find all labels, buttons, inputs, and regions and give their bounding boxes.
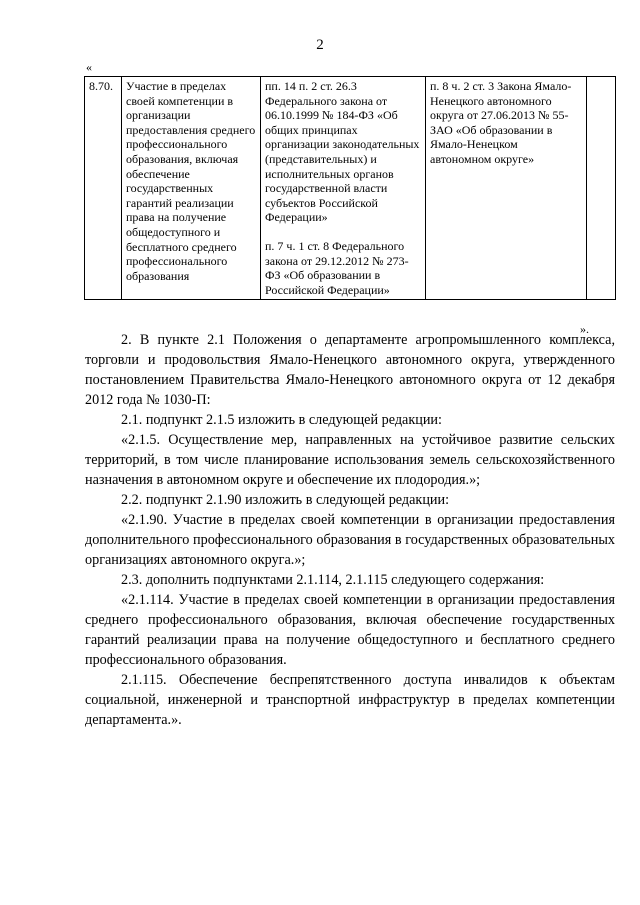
page-number: 2 <box>316 37 324 53</box>
closing-quote: ». <box>580 322 589 336</box>
document-body <box>85 330 615 730</box>
paragraph-2-1-115: 2.1.115. Обеспечение беспрепятственного доступа инвалидов к объектам социальной, инженерной и транспортной инфраструктур в пределах компетенции департамента.». <box>85 672 615 728</box>
paragraph-2-2: 2.2. подпункт 2.1.90 изложить в следующей редакции: <box>121 492 450 508</box>
paragraph-2-1-5: «2.1.5. Осуществление мер, направленных на устойчивое развитие сельских территорий, в том числе планирование использования земель сельскохозяйственного назначения в автономном округе и обеспечение их плодородия.»; <box>85 432 615 488</box>
table-row <box>85 77 616 300</box>
paragraph-2-3: 2.3. дополнить подпунктами 2.1.114, 2.1.115 следующего содержания: <box>121 572 545 588</box>
paragraph-2-1: 2.1. подпункт 2.1.5 изложить в следующей редакции: <box>121 412 442 428</box>
paragraph-2-1-114: «2.1.114. Участие в пределах своей компетенции в организации предоставления среднего профессионального образования, включая обеспечение государственных гарантий реализации права на получение общедоступного и бесплатного среднего профессионального образования. <box>85 592 615 668</box>
row-number-cell: 8.70. <box>85 77 122 300</box>
paragraph-2-1-90: «2.1.90. Участие в пределах своей компетенции в организации предоставления дополнительного профессионального образования в государственных образовательных организациях автономного округа.»; <box>85 512 615 568</box>
amendment-table <box>84 76 616 300</box>
federal-law-reference-1: пп. 14 п. 2 ст. 26.3 Федерального закона от 06.10.1999 № 184-ФЗ «Об общих принципах организации законодательных (представительных) и исполнительных органов государственной власти субъектов Российской Федерации» <box>265 79 420 225</box>
empty-cell <box>587 77 616 300</box>
federal-law-reference-2: п. 7 ч. 1 ст. 8 Федерального закона от 29.12.2012 № 273-ФЗ «Об образовании в Российской Федерации» <box>265 238 409 297</box>
federal-basis-cell <box>261 77 426 300</box>
regional-basis-cell: п. 8 ч. 2 ст. 3 Закона Ямало-Ненецкого автономного округа от 27.06.2013 № 55-ЗАО «Об образовании в Ямало-Ненецком автономном округе» <box>426 77 587 300</box>
paragraph-item-2: 2. В пункте 2.1 Положения о департаменте агропромышленного комплекса, торговли и продовольствия Ямало-Ненецкого автономного округа, утвержденного постановлением Правительства Ямало-Ненецкого автономного округа от 12 декабря 2012 года № 1030-П: <box>85 332 615 408</box>
authority-description-cell: Участие в пределах своей компетенции в организации предоставления среднего профессионального образования, включая обеспечение государственных гарантий реализации права на получение общедоступного и бесплатного среднего профессионального образования <box>122 77 261 300</box>
opening-quote: « <box>86 60 92 74</box>
